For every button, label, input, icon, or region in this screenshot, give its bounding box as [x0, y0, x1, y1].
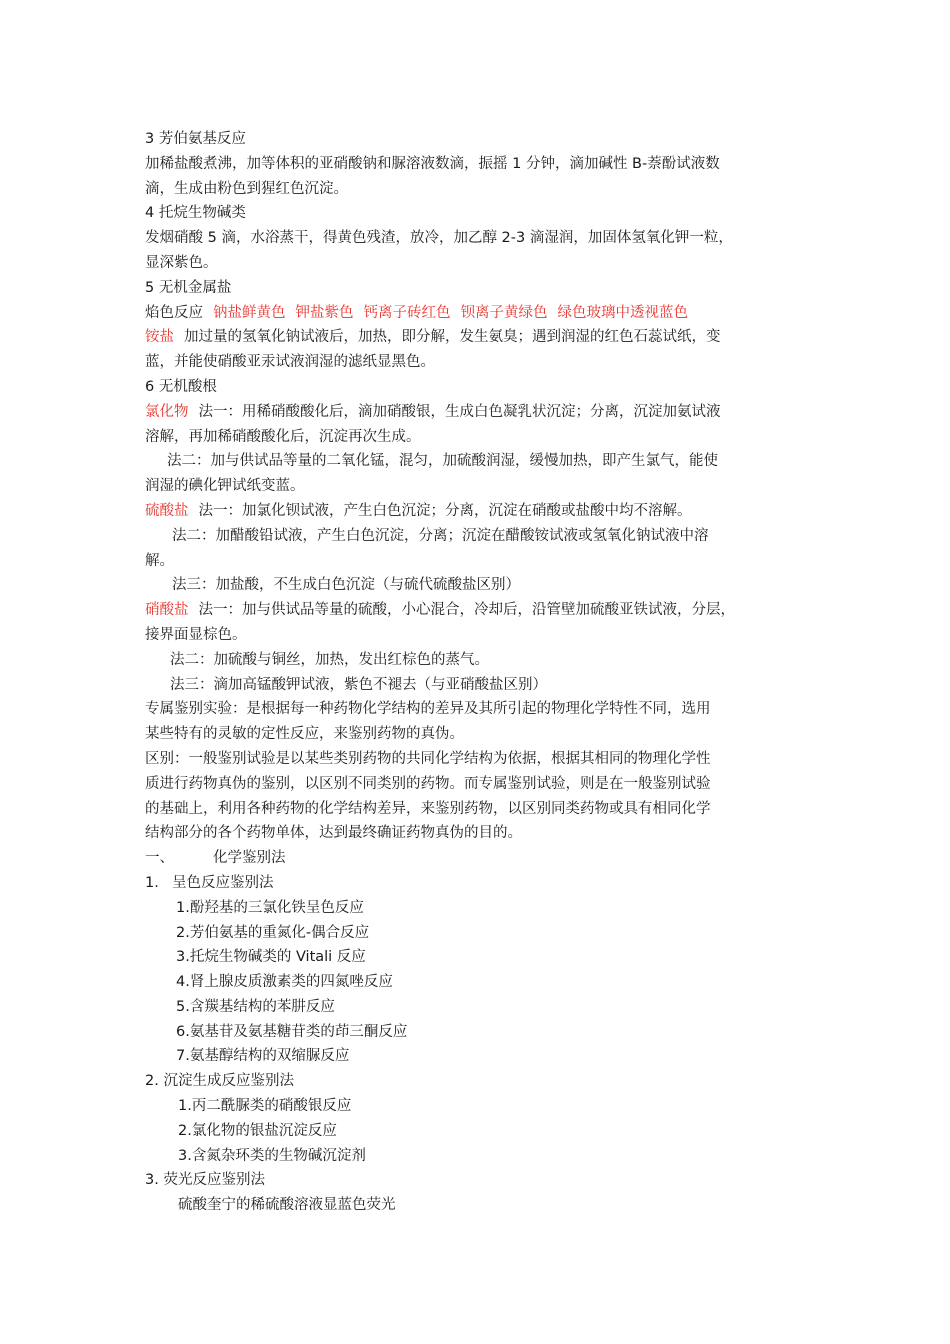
list-item: 7.氨基醇结构的双缩脲反应: [176, 1048, 350, 1065]
flame-color-term: 绿色玻璃中透视蓝色: [557, 304, 688, 321]
flame-color-term: 钠盐鲜黄色: [213, 304, 286, 321]
list-item: 5.含羰基结构的苯肼反应: [176, 998, 335, 1015]
section-title: 5 无机金属盐: [145, 279, 232, 296]
paragraph-line: 发烟硝酸 5 滴，水浴蒸干，得黄色残渣，放冷，加乙醇 2-3 滴湿润，加固体氢氧化钾一粒，: [145, 230, 733, 247]
list-item: 2.芳伯氨基的重氮化-偶合反应: [176, 924, 370, 941]
nitrate-label: 硝酸盐: [145, 602, 189, 619]
list-item: 3.托烷生物碱类的 Vitali 反应: [176, 949, 366, 966]
section-title: 3 芳伯氨基反应: [145, 131, 246, 147]
paragraph-text: 法一：用稀硝酸酸化后，滴加硝酸银，生成白色凝乳状沉淀；分离，沉淀加氨试液: [198, 403, 721, 420]
paragraph-line: 法二：加醋酸铅试液，产生白色沉淀，分离；沉淀在醋酸铵试液或氢氧化钠试液中溶: [172, 527, 709, 544]
ammonium-line: [145, 325, 815, 350]
heading-chemical-identification: [145, 846, 815, 871]
section-title: 6 无机酸根: [145, 378, 217, 395]
sulfate-label: 硫酸盐: [145, 502, 189, 519]
paragraph-line: 润湿的碘化钾试纸变蓝。: [145, 478, 305, 495]
paragraph-line: 加稀盐酸煮沸，加等体积的亚硝酸钠和脲溶液数滴，振摇 1 分钟，滴加碱性 B-萘酚试液数: [145, 155, 720, 172]
flame-color-term: 钡离子黄绿色: [460, 304, 548, 321]
flame-color-term: 钙离子砖红色: [363, 304, 451, 321]
sulfate-line: [145, 499, 815, 524]
flame-color-term: 钾盐紫色: [295, 304, 354, 321]
subheading-precipitation: 2. 沉淀生成反应鉴别法: [145, 1073, 294, 1090]
paragraph-line: 结构部分的各个药物单体，达到最终确证药物真伪的目的。: [145, 825, 522, 842]
subheading-number: 1.: [145, 874, 159, 891]
paragraph-text: 加过量的氢氧化钠试液后，加热，即分解，发生氨臭；遇到润湿的红色石蕊试纸，变: [184, 329, 721, 346]
paragraph-text: 法一：加氯化钡试液，产生白色沉淀；分离，沉淀在硝酸或盐酸中均不溶解。: [198, 502, 692, 519]
paragraph-line: 专属鉴别实验：是根据每一种药物化学结构的差异及其所引起的物理化学特性不同，选用: [145, 701, 711, 718]
nitrate-line: [145, 598, 815, 623]
paragraph-line: 接界面显棕色。: [145, 626, 247, 643]
paragraph-line: 法二：加与供试品等量的二氧化锰，混匀，加硫酸润湿，缓慢加热，即产生氯气，能使: [167, 453, 718, 470]
chloride-label: 氯化物: [145, 403, 189, 420]
section-title: 4 托烷生物碱类: [145, 205, 246, 222]
list-item: 2.氯化物的银盐沉淀反应: [178, 1122, 337, 1139]
paragraph-line: 法三：滴加高锰酸钾试液，紫色不褪去（与亚硝酸盐区别）: [170, 676, 547, 693]
heading-number: 一、: [145, 850, 174, 867]
heading-text: 化学鉴别法: [213, 850, 286, 867]
subheading-color-reaction: [145, 871, 815, 896]
paragraph-line: 质进行药物真伪的鉴别，以区别不同类别的药物。而专属鉴别试验，则是在一般鉴别试验: [145, 775, 711, 792]
list-item: 1.丙二酰脲类的硝酸银反应: [178, 1098, 352, 1115]
list-item: 1.酚羟基的三氯化铁呈色反应: [176, 899, 364, 916]
ammonium-label: 铵盐: [145, 329, 174, 346]
list-item: 6.氨基苷及氨基糖苷类的茚三酮反应: [176, 1023, 408, 1040]
paragraph-line: 蓝，并能使硝酸亚汞试液润湿的滤纸显黑色。: [145, 354, 435, 371]
paragraph-line: 某些特有的灵敏的定性反应，来鉴别药物的真伪。: [145, 726, 464, 743]
flame-label: 焰色反应: [145, 304, 203, 321]
paragraph-line: 法三：加盐酸，不生成白色沉淀（与硫代硫酸盐区别）: [172, 577, 520, 594]
document-body: [145, 127, 815, 1218]
paragraph-line: 法二：加硫酸与铜丝，加热，发出红棕色的蒸气。: [170, 651, 489, 668]
list-item: 4.肾上腺皮质激素类的四氮唑反应: [176, 974, 393, 991]
paragraph-line: 的基础上，利用各种药物的化学结构差异，来鉴别药物，以区别同类药物或具有相同化学: [145, 800, 711, 817]
paragraph-line: 滴，生成由粉色到猩红色沉淀。: [145, 180, 348, 197]
subheading-text: 呈色反应鉴别法: [172, 874, 274, 891]
flame-reaction-line: [145, 301, 815, 326]
paragraph-text: 法一：加与供试品等量的硫酸，小心混合，冷却后，沿管壁加硫酸亚铁试液，分层，: [198, 602, 735, 619]
list-item: 3.含氮杂环类的生物碱沉淀剂: [178, 1147, 366, 1164]
subheading-fluorescence: 3. 荧光反应鉴别法: [145, 1172, 265, 1189]
chloride-line: [145, 400, 815, 425]
paragraph-line: 区别：一般鉴别试验是以某些类别药物的共同化学结构为依据，根据其相同的物理化学性: [145, 750, 711, 767]
paragraph-line: 硫酸奎宁的稀硫酸溶液显蓝色荧光: [178, 1197, 396, 1214]
paragraph-line: 显深紫色。: [145, 254, 218, 271]
paragraph-line: 溶解，再加稀硝酸酸化后，沉淀再次生成。: [145, 428, 421, 445]
paragraph-line: 解。: [145, 552, 174, 569]
